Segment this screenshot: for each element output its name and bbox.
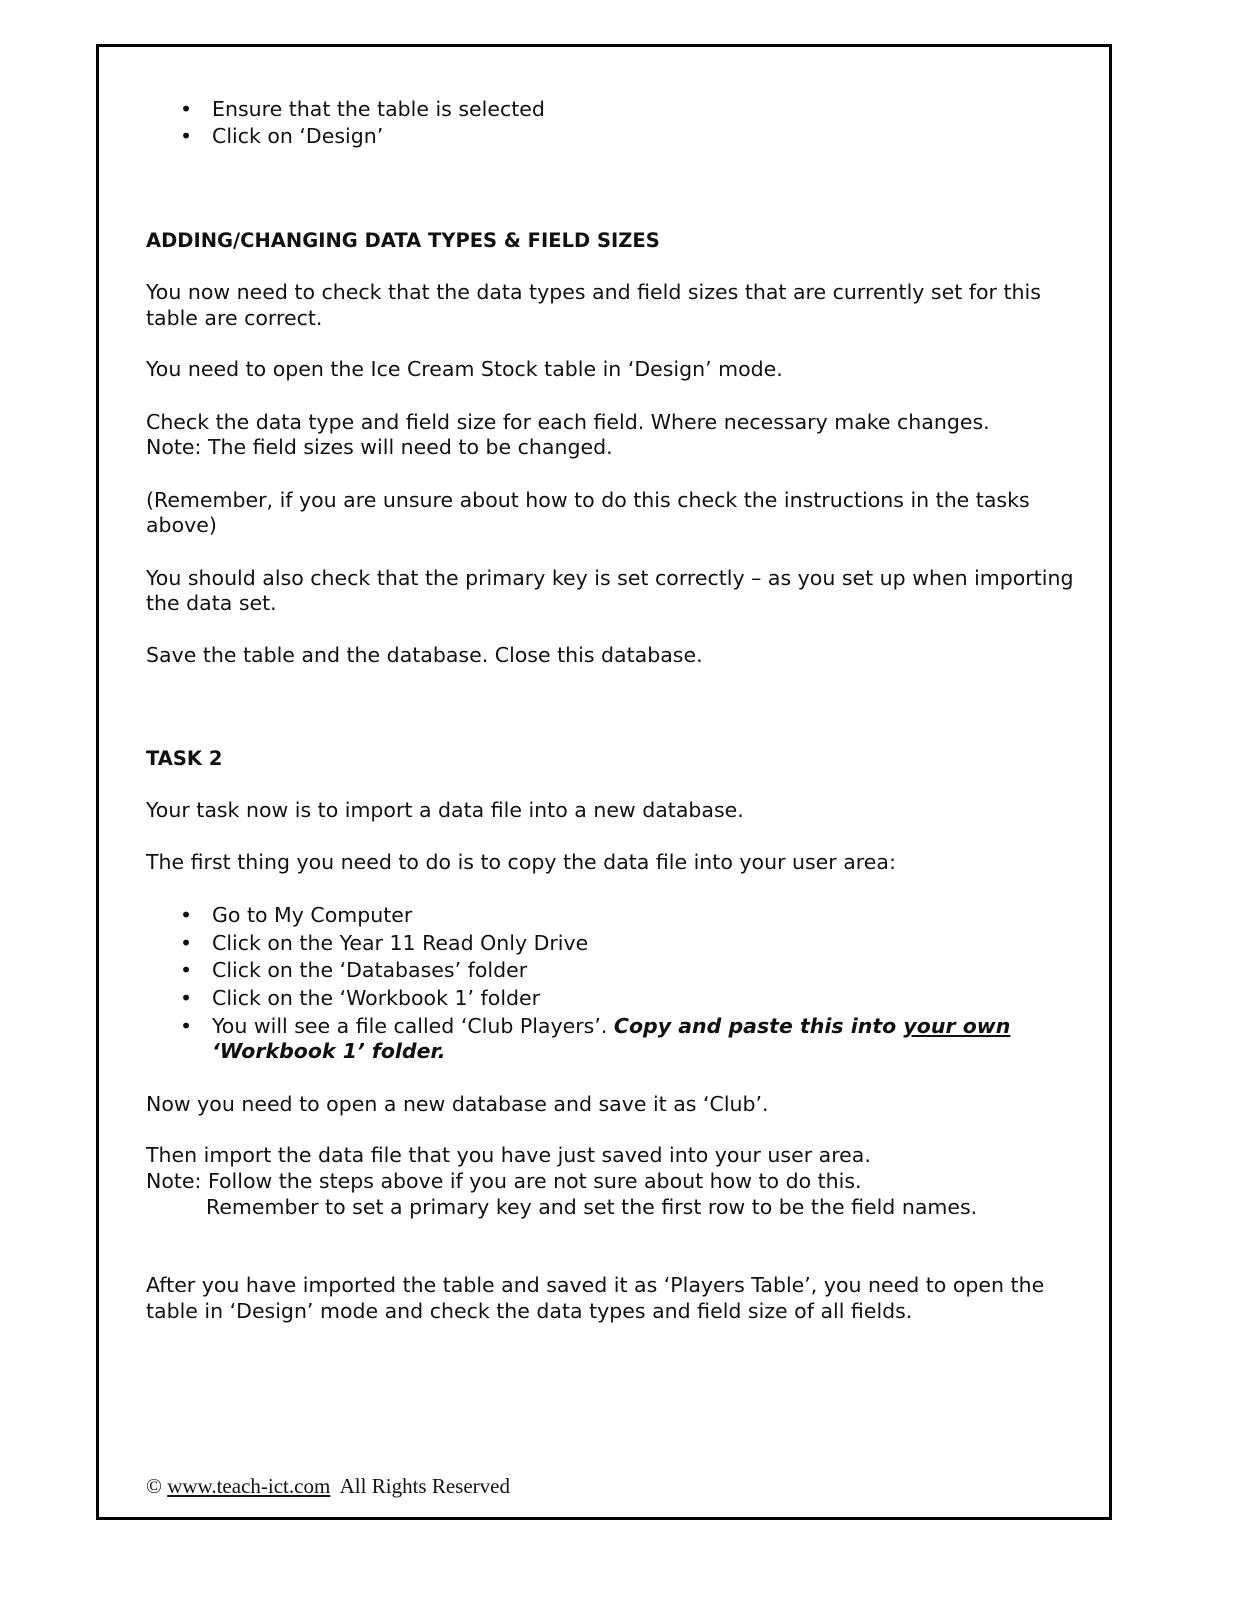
list-item [146,1013,1046,1065]
list-item [146,930,1046,956]
list-item-text: Click on the Year 11 Read Only Drive [212,931,589,955]
paragraph-line: above) [146,513,217,537]
paragraph-line: You should also check that the primary key is set correctly – as you set up when importing [146,566,1074,590]
paragraph-line: You now need to check that the data types and field sizes that are currently set for this [146,280,1041,304]
bullet-icon: • [180,124,193,148]
paragraph-line: The first thing you need to do is to copy the data file into your user area: [146,850,896,874]
paragraph-line: the data set. [146,591,277,615]
paragraph-line: Note: Follow the steps above if you are not sure about how to do this. [146,1169,862,1193]
list-item [146,123,1046,149]
footer-rights: All Rights Reserved [339,1474,510,1498]
list-item-text [212,1013,1010,1039]
paragraph-line: Then import the data file that you have just saved into your user area. [146,1143,871,1167]
task-heading: TASK 2 [146,747,223,770]
list-item [146,902,1046,928]
paragraph-line: Check the data type and field size for each field. Where necessary make changes. [146,410,990,434]
paragraph-line: table in ‘Design’ mode and check the data types and field size of all fields. [146,1299,913,1323]
bullet-icon: • [180,986,193,1010]
list-item [146,985,1046,1011]
bullet-icon: • [180,903,193,927]
paragraph-line: table are correct. [146,306,323,330]
bullet-icon: • [180,97,193,121]
list-item-text: Click on ‘Design’ [212,124,384,148]
paragraph-line: Remember to set a primary key and set the first row to be the field names. [206,1195,978,1219]
bullet-icon: • [180,1014,193,1038]
paragraph-line: Your task now is to import a data file into a new database. [146,798,744,822]
paragraph-line: You need to open the Ice Cream Stock table in ‘Design’ mode. [146,357,783,381]
list-item-text: Click on the ‘Workbook 1’ folder [212,986,541,1010]
bullet-icon: • [180,958,193,982]
bullet-icon: • [180,931,193,955]
paragraph-line: (Remember, if you are unsure about how to do this check the instructions in the tasks [146,488,1030,512]
copy-instruction: Copy and paste this into [613,1014,904,1038]
footer [146,1474,510,1499]
emphasis-your-own: your own [903,1014,1011,1038]
list-item [146,957,1046,983]
paragraph-line: Note: The field sizes will need to be changed. [146,435,613,459]
folder-name: ‘Workbook 1’ folder. [212,1039,446,1063]
copyright-symbol: © [146,1474,162,1498]
footer-link[interactable]: www.teach-ict.com [167,1474,331,1498]
section-heading: ADDING/CHANGING DATA TYPES & FIELD SIZES [146,229,660,252]
list-item-plain: You will see a file called ‘Club Players’. [212,1014,614,1038]
list-item [146,96,1046,122]
paragraph-line: Save the table and the database. Close this database. [146,643,703,667]
list-item-text: Click on the ‘Databases’ folder [212,958,528,982]
list-item-text: Ensure that the table is selected [212,97,545,121]
paragraph-line: After you have imported the table and saved it as ‘Players Table’, you need to open the [146,1273,1045,1297]
paragraph-line: Now you need to open a new database and save it as ‘Club’. [146,1092,769,1116]
list-item-text: Go to My Computer [212,903,413,927]
